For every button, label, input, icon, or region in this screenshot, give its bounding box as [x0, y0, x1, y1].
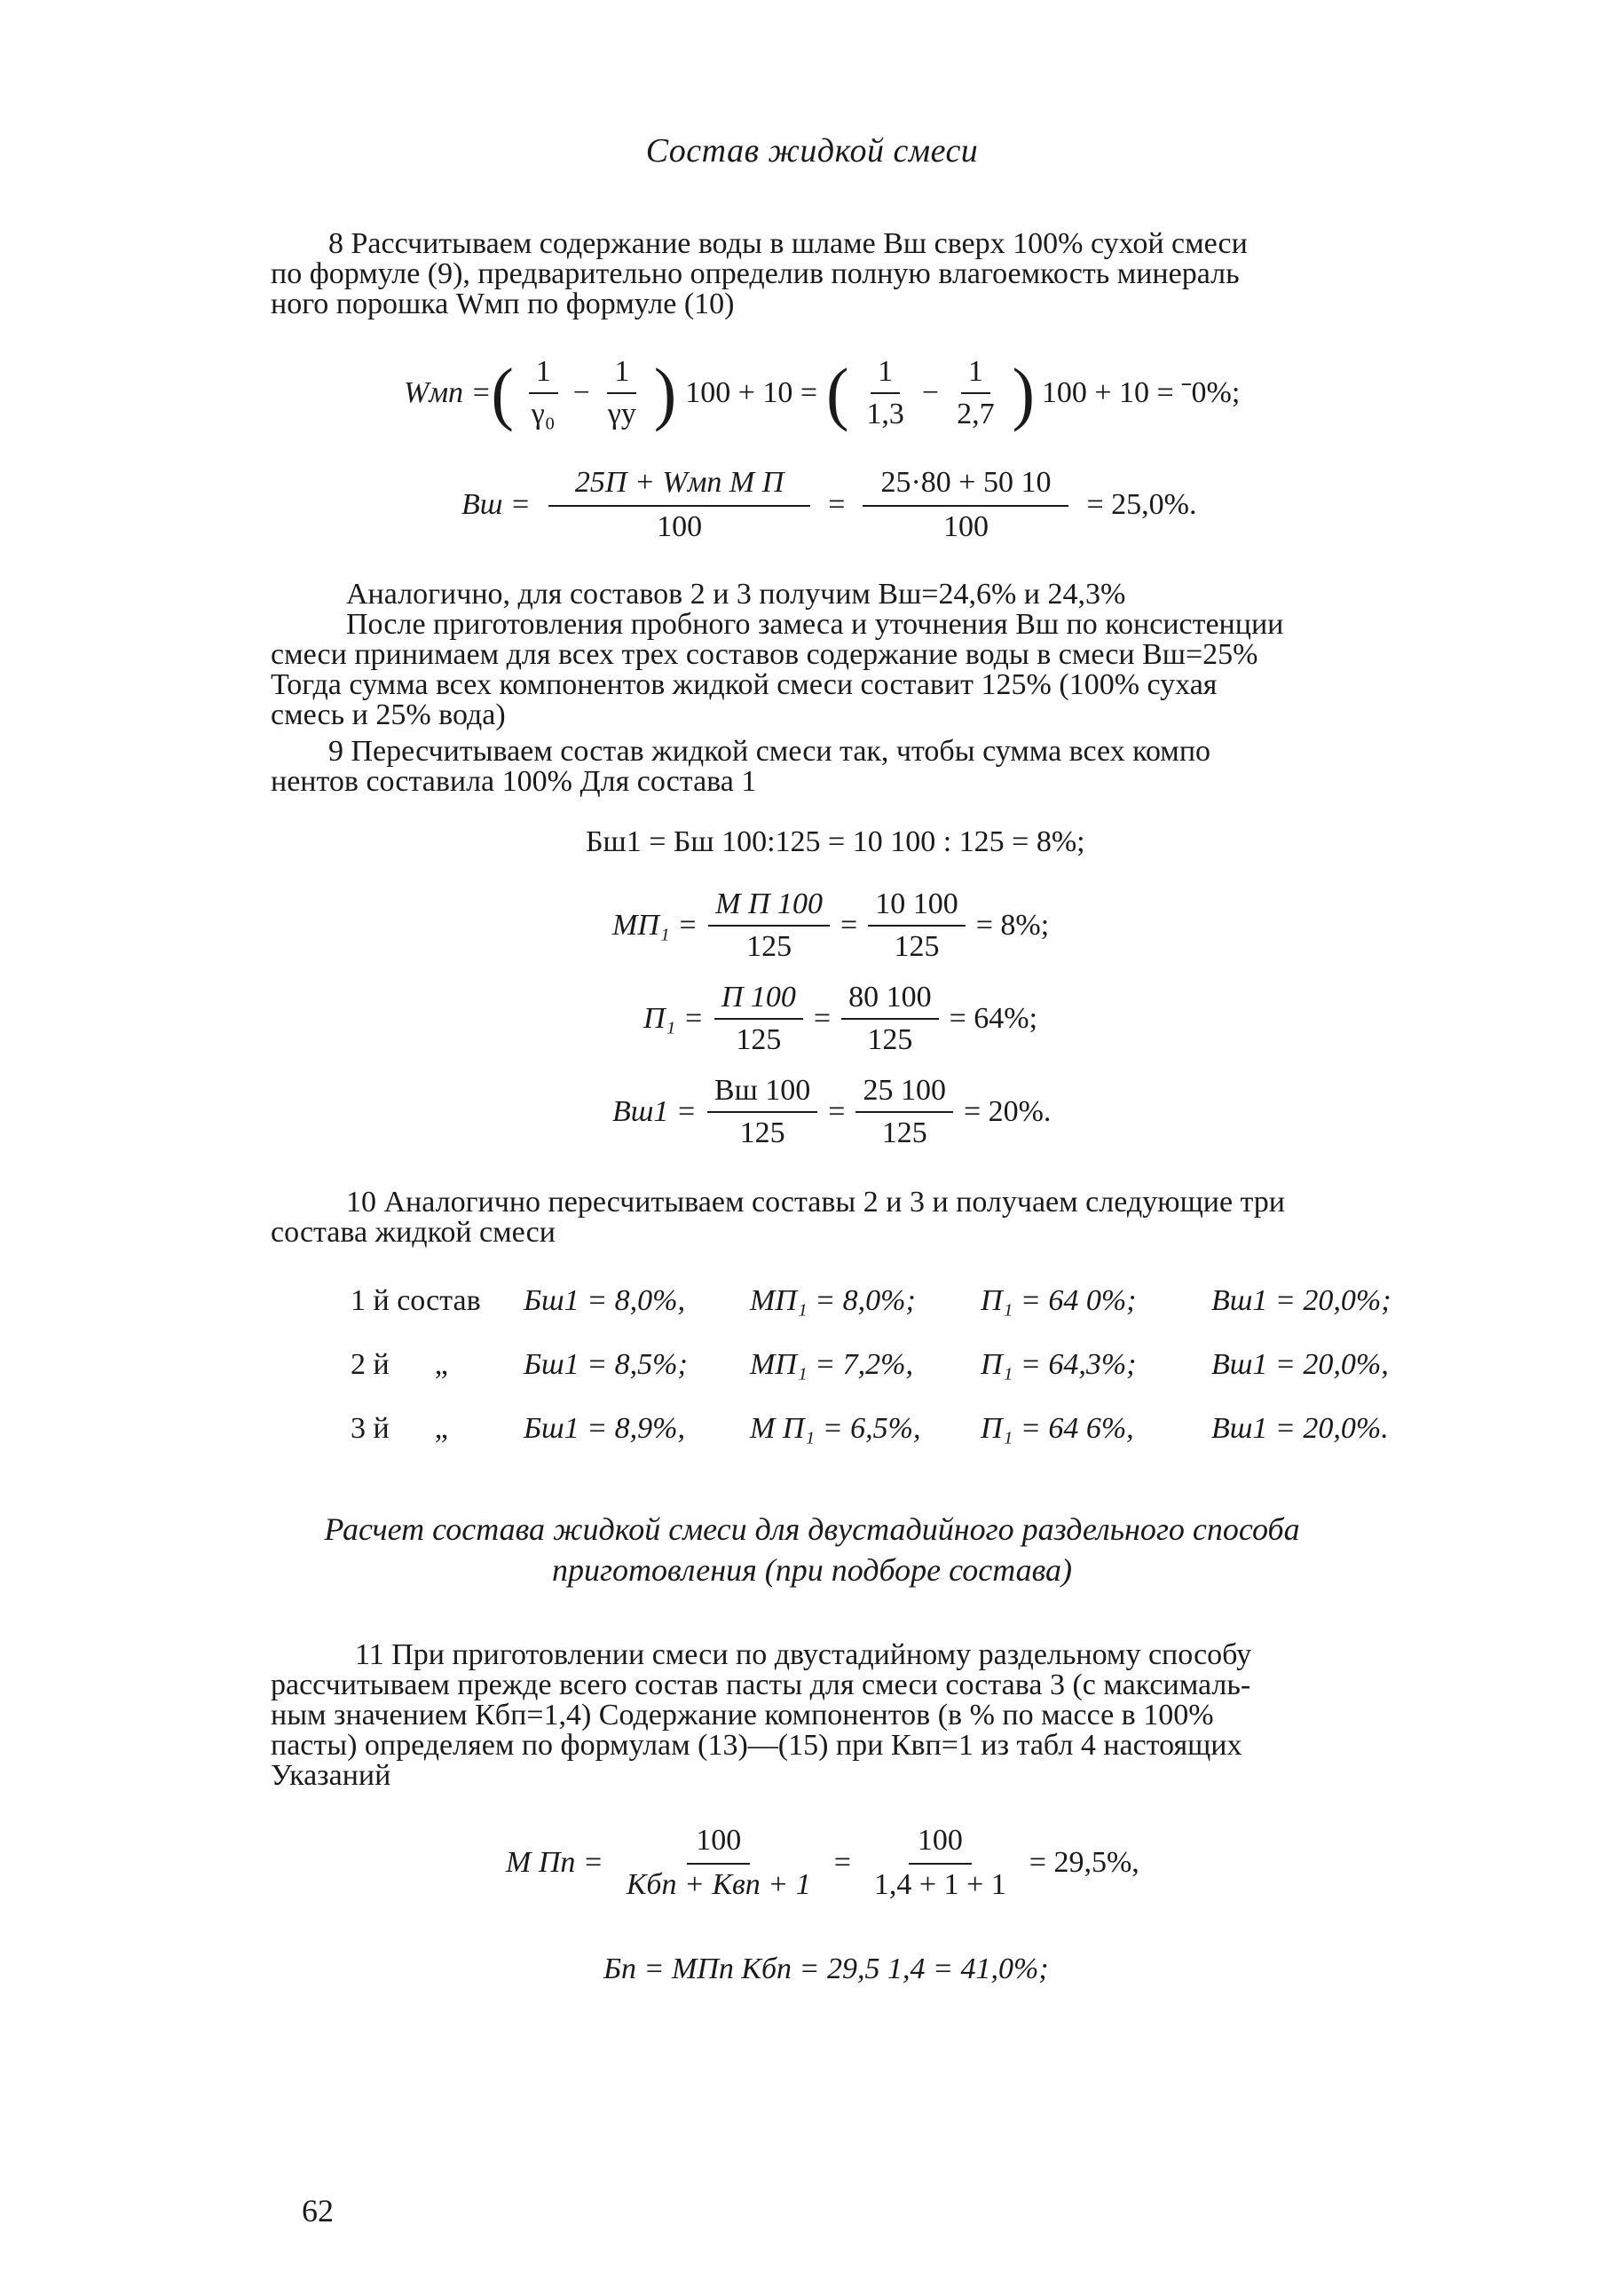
section-heading: Состав жидкой смеси — [645, 132, 979, 170]
formula-p1: П₁ = $\frac{П 100}{125}$ = $\frac{80 100}{125}$ = 64%; — [643, 981, 1038, 1056]
formula-mpp: М Пп = $\frac{100}{\text{Кбп + Квп + 1}}$ = $\frac{100}{1,4 + 1 + 1}$ = 29,5%, — [506, 1824, 1139, 1901]
formula-b1: Бш1 = Бш 100:125 = 10 100 : 125 = 8%; — [586, 825, 1085, 858]
text-line: рассчитываем прежде всего состав пасты для смеси состава 3 (с максималь- — [271, 1668, 1251, 1701]
paragraph-10 — [271, 1187, 1469, 1248]
fraction: $\frac{25 100}{125}$ — [855, 1074, 953, 1150]
fraction: $\frac{1}{2,7}$ — [957, 355, 995, 430]
formula-bp: Бп = МПп Кбп = 29,5 1,4 = 41,0%; — [603, 1952, 1049, 1985]
paragraph-8 — [271, 229, 1469, 320]
formula-middle: 100 + 10 = — [685, 376, 818, 409]
paren-close: ) — [1012, 353, 1035, 433]
formula-mp1: МП₁ = $\frac{\text{М П 100}}{125}$ = $\frac{10 100}{125}$ = 8%; — [612, 888, 1050, 963]
formula-lhs: Вш = — [461, 488, 531, 521]
text-line: Указаний — [271, 1759, 391, 1792]
text-line: смеси принимаем для всех трех составов содержание воды в смеси Вш=25% — [271, 638, 1258, 671]
compositions-list — [351, 1269, 1389, 1461]
formula-tail: = 25,0%. — [1086, 488, 1197, 521]
text-line: ного порошка Wмп по формуле (10) — [271, 288, 735, 320]
fraction: $\frac{25\cdot 80 + 50 10}{100}$ — [863, 466, 1068, 544]
paragraph-9 — [271, 737, 1469, 797]
text-line: состава жидкой смеси — [271, 1216, 556, 1249]
composition-row: 3 й „ Бш1 = 8,9%, М П₁ = 6,5%, П₁ = 64 6%, Вш1 = 20,0%. — [351, 1412, 1389, 1445]
fraction: $\frac{100}{\text{Кбп + Квп + 1}}$ — [626, 1824, 811, 1901]
text-line: После приготовления пробного замеса и уточнения Вш по консистенции — [346, 608, 1284, 641]
text-line: смесь и 25% вода) — [271, 698, 506, 731]
text-line: ным значением Кбп=1,4) Содержание компонентов (в % по массе в 100% — [271, 1699, 1214, 1732]
fraction: $\frac{1}{\text{γ₀}}$ — [524, 355, 563, 431]
paren-close: ) — [653, 353, 677, 433]
fraction: $\frac{П 100}{125}$ — [714, 981, 803, 1057]
formula-lhs: Wмп = — [404, 376, 492, 409]
formula-v1: Вш1 = $\frac{Вш 100}{125}$ = $\frac{25 100}{125}$ = 20%. — [612, 1074, 1052, 1149]
equals-sign: = — [828, 488, 846, 521]
paren-open: ( — [826, 353, 849, 433]
composition-row: 2 й „ Бш1 = 8,5%; МП₁ = 7,2%, П₁ = 64,3%; Вш1 = 20,0%, — [351, 1348, 1389, 1381]
text-line: нентов составила 100% Для состава 1 — [271, 765, 757, 798]
text-line: Аналогично, для составов 2 и 3 получим Вш=24,6% и 24,3% — [346, 578, 1126, 611]
text-line: 8 Рассчитываем содержание воды в шламе Вш сверх 100% сухой смеси — [328, 227, 1248, 260]
fraction: $\frac{1}{1,3}$ — [866, 355, 904, 430]
fraction: $\frac{1}{\gamma у}$ — [607, 355, 636, 430]
formula-wmp: Wмп = ( $\frac{1}{\text{γ₀}}$ − $\frac{1}{\gamma у}$ ) 100 + 10 = ( $\frac{1}{1,3}$ − $\frac{1}{2,7}$ ) 100 + 10 = ˉ0%; — [404, 353, 1241, 433]
fraction: $\frac{10 100}{125}$ — [868, 888, 966, 964]
paragraph-analog — [271, 580, 1469, 730]
composition-row: 1 й состав Бш1 = 8,0%, МП₁ = 8,0%; П₁ = 64 0%; Вш1 = 20,0%; — [351, 1284, 1391, 1317]
fraction: $\frac{\text{М П 100}}{125}$ — [708, 888, 830, 964]
fraction: $\frac{80 100}{125}$ — [841, 981, 939, 1057]
fraction: $\frac{\text{25П + Wмп М П}}{100}$ — [548, 466, 810, 544]
page-number: 62 — [302, 2193, 334, 2229]
subsection-heading: Расчет состава жидкой смеси для двустадийного раздельного способа приготовления (при подборе состава) — [324, 1511, 1300, 1588]
formula-vsh — [461, 466, 1196, 544]
text-line: 11 При приготовлении смеси по двустадийному раздельному способу — [355, 1638, 1252, 1671]
fraction: $\frac{Вш 100}{125}$ — [707, 1074, 817, 1150]
fraction: $\frac{100}{1,4 + 1 + 1}$ — [873, 1824, 1006, 1901]
text-line: 10 Аналогично пересчитываем составы 2 и 3 и получаем следующие три — [346, 1186, 1286, 1219]
text-line: пасты) определяем по формулам (13)—(15) при Квп=1 из табл 4 настоящих — [271, 1729, 1242, 1762]
text-line: Тогда сумма всех компонентов жидкой смеси составит 125% (100% сухая — [271, 668, 1218, 701]
text-line: 9 Пересчитываем состав жидкой смеси так, чтобы сумма всех компо — [328, 735, 1211, 768]
paragraph-11 — [271, 1640, 1469, 1791]
paren-open: ( — [491, 353, 514, 433]
text-line: по формуле (9), предварительно определив полную влагоемкость минераль — [271, 257, 1240, 290]
formula-tail: 100 + 10 = ˉ0%; — [1041, 376, 1241, 409]
